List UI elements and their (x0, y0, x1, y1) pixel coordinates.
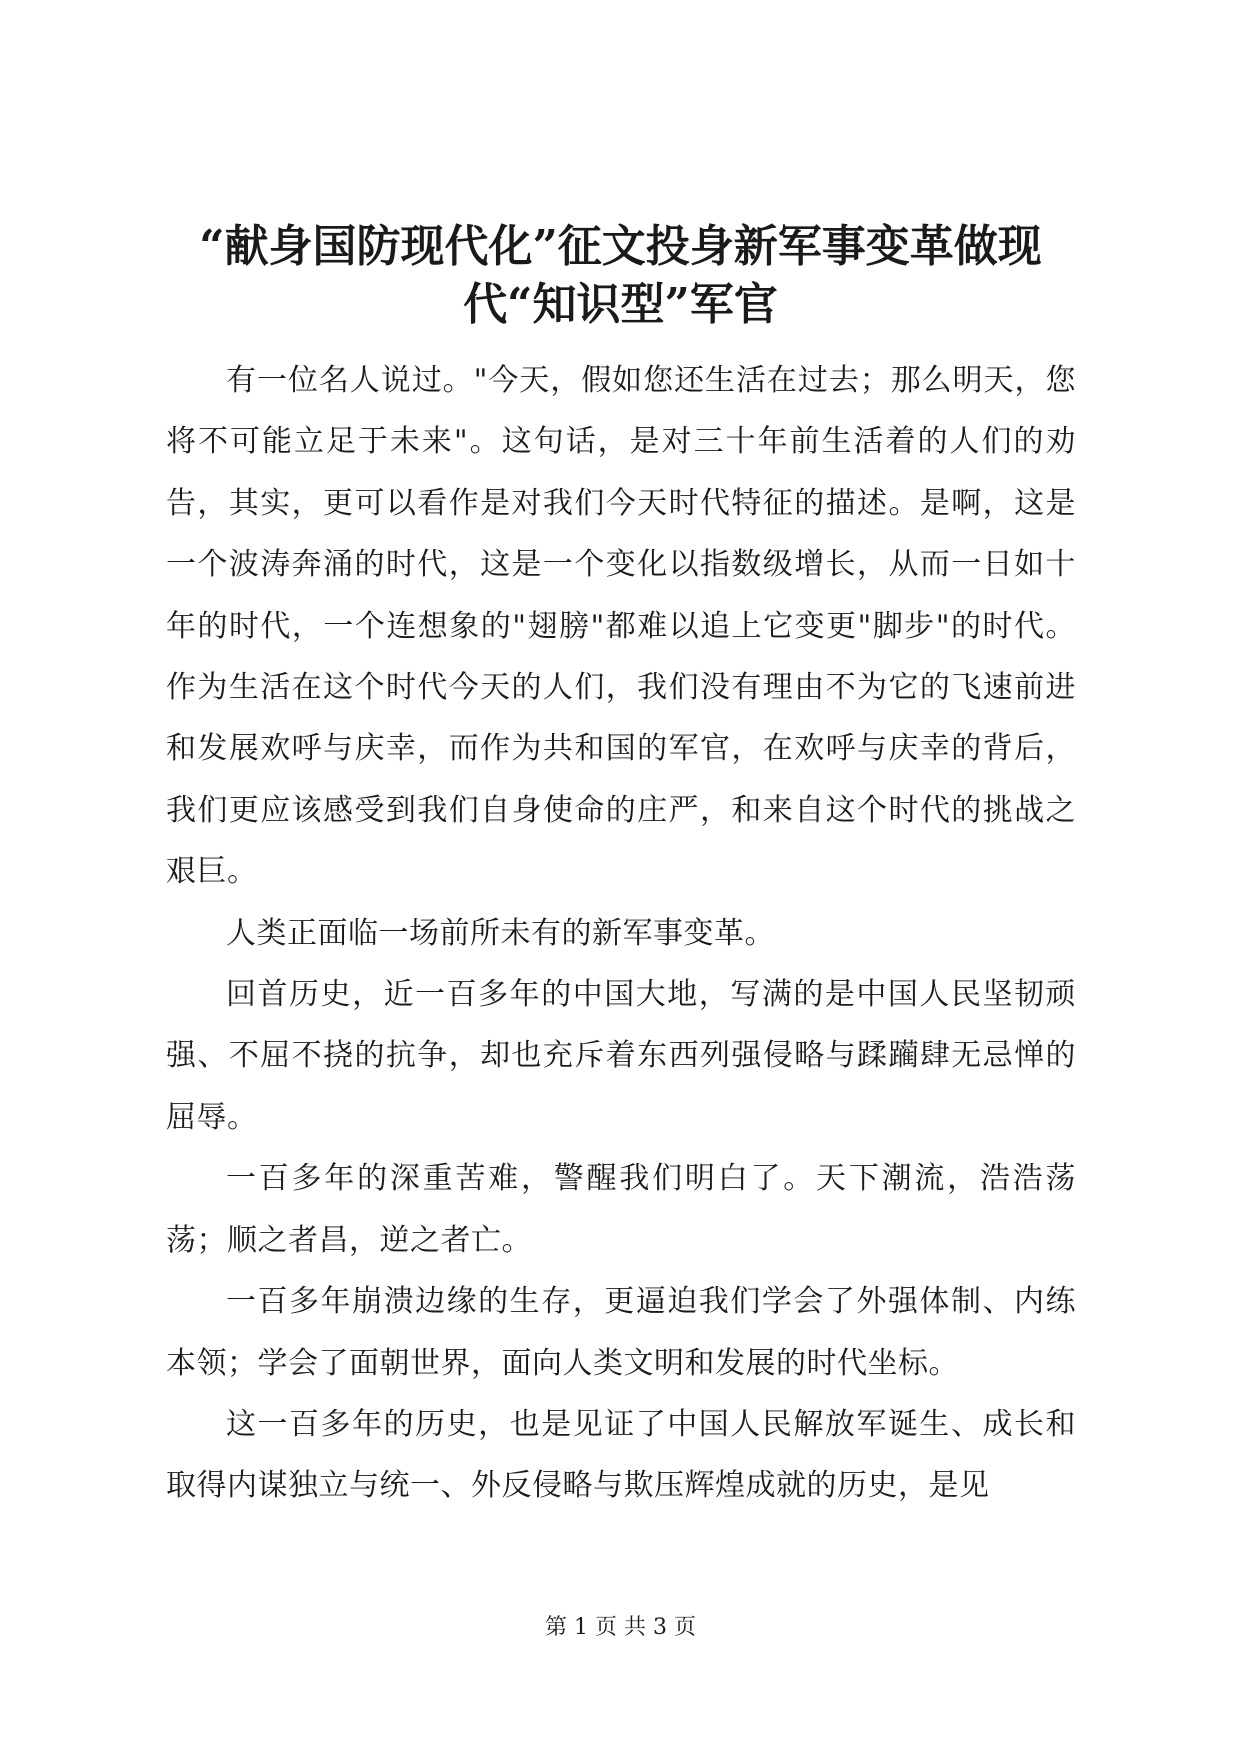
paragraph: 有一位名人说过。"今天，假如您还生活在过去；那么明天，您将不可能立足于未来"。这句话，是对三十年前生活着的人们的劝告，其实，更可以看作是对我们今天时代特征的描述。是啊，这是一个波涛奔涌的时代，这是一个变化以指数级增长，从而一日如十年的时代，一个连想象的"翅膀"都难以追上它变更"脚步"的时代。作为生活在这个时代今天的人们，我们没有理由不为它的飞速前进和发展欢呼与庆幸，而作为共和国的军官，在欢呼与庆幸的背后，我们更应该感受到我们自身使命的庄严，和来自这个时代的挑战之艰巨。 (166, 363, 1076, 890)
paragraph: 人类正面临一场前所未有的新军事变革。 (226, 915, 775, 951)
title-line-2: 代“知识型”军官 (463, 279, 778, 330)
paragraph: 一百多年的深重苦难，警醒我们明白了。天下潮流，浩浩荡荡；顺之者昌，逆之者亡。 (166, 1161, 1076, 1258)
paragraph: 一百多年崩溃边缘的生存，更逼迫我们学会了外强体制、内练本领；学会了面朝世界，面向人类文明和发展的时代坐标。 (166, 1284, 1076, 1381)
paragraph: 这一百多年的历史，也是见证了中国人民解放军诞生、成长和取得内谋独立与统一、外反侵略与欺压辉煌成就的历史，是见 (166, 1406, 1076, 1504)
title-line-1: “献身国防现代化”征文投身新军事变革做现 (199, 221, 1042, 272)
document-title (160, 218, 1081, 334)
paragraph: 回首历史，近一百多年的中国大地，写满的是中国人民坚韧顽强、不屈不挠的抗争，却也充斥着东西列强侵略与蹂躏肆无忌惮的屈辱。 (166, 977, 1076, 1135)
page-number-footer: 第 1 页 共 3 页 (545, 1615, 696, 1640)
document-body (166, 350, 1076, 1517)
